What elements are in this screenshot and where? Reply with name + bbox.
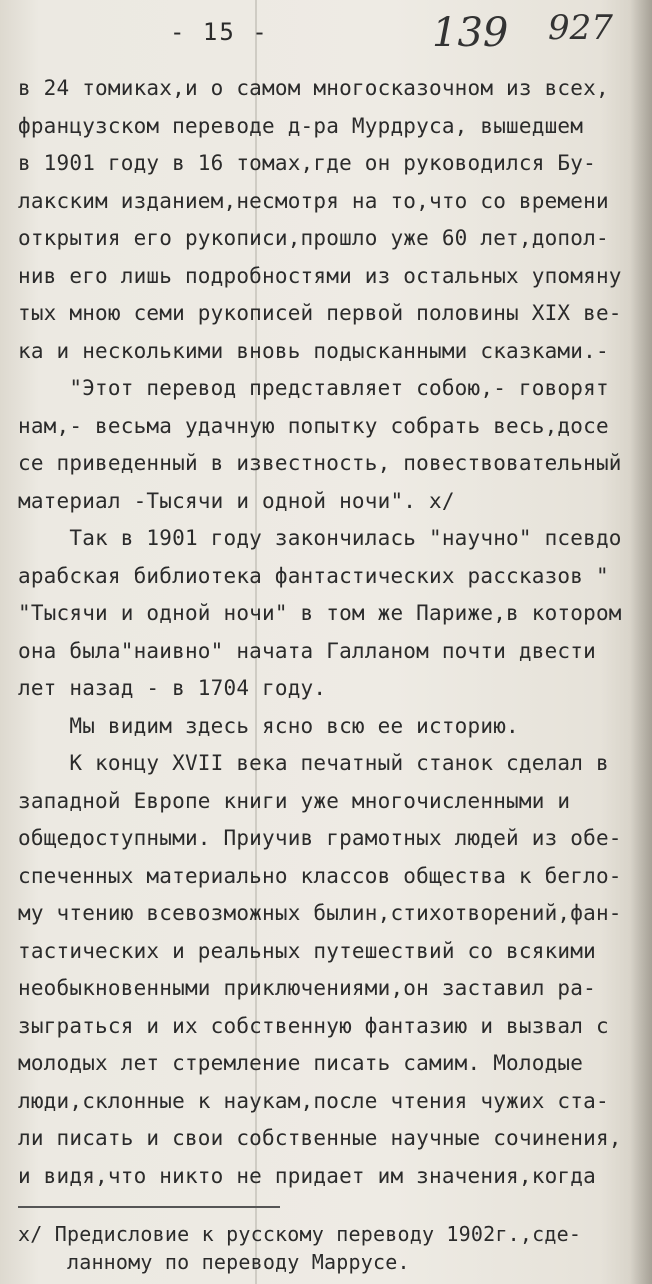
text-line: К концу XVII века печатный станок сделал в <box>18 751 609 775</box>
handwritten-number-left: 139 <box>432 10 509 56</box>
text-line: ка и несколькими вновь подысканными сказками.- <box>18 338 609 363</box>
handwritten-number-right: 927 <box>548 8 613 48</box>
text-line: открытия его рукописи,прошло уже 60 лет,допол- <box>18 226 609 250</box>
text-line: люди,склонные к наукам,после чтения чужих ста- <box>18 1088 609 1113</box>
page-edge-shadow <box>630 0 652 1284</box>
text-line: спеченных материально классов общества к бегло- <box>18 863 622 888</box>
text-line: общедоступными. Приучив грамотных людей из обе- <box>18 826 622 850</box>
text-line: арабская библиотека фантастических рассказов " <box>18 563 609 588</box>
text-line: тастических и реальных путешествий со всякими <box>18 938 596 963</box>
text-line: западной Европе книги уже многочисленными и <box>18 788 571 813</box>
footnote-separator <box>18 1206 280 1208</box>
text-line: материал -Тысячи и одной ночи". x/ <box>18 488 455 513</box>
text-line: молодых лет стремление писать самим. Молодые <box>18 1051 584 1075</box>
text-line: в 1901 году в 16 томах,где он руководился Бу- <box>18 151 596 175</box>
text-line: необыкновенными приключениями,он заставил ра- <box>18 976 596 1000</box>
text-line: ли писать и свои собственные научные сочинения, <box>18 1126 622 1150</box>
page-number: - 15 - <box>170 18 269 46</box>
text-line: Мы видим здесь ясно всю ее историю. <box>18 713 519 738</box>
text-line: зыграться и их собственную фантазию и вызвал с <box>18 1013 609 1038</box>
text-line: се приведенный в известность, повествовательный <box>18 451 622 475</box>
text-line: нив его лишь подробностями из остальных упомяну <box>18 263 622 288</box>
text-line: лет назад - в 1704 году. <box>18 676 327 700</box>
text-line: "Тысячи и одной ночи" в том же Париже,в котором <box>18 601 622 625</box>
text-line: в 24 томиках,и о самом многосказочном из всех, <box>18 76 609 100</box>
text-line: Так в 1901 году закончилась "научно" псевдо <box>18 526 622 550</box>
text-line: "Этот перевод представляет собою,- говорят <box>18 376 609 400</box>
text-line: му чтению всевозможных былин,стихотворений,фан- <box>18 901 622 925</box>
text-line: нам,- весьма удачную попытку собрать весь,досе <box>18 413 609 438</box>
footnote-line: x/ Предисловие к русскому переводу 1902г.,сде- <box>18 1222 582 1246</box>
text-line: и видя,что никто не придает им значения,когда <box>18 1163 596 1188</box>
text-line: лакским изданием,несмотря на то,что со времени <box>18 188 609 213</box>
text-line: тых мною семи рукописей первой половины XIX ве- <box>18 301 622 325</box>
text-line: французском переводе д-ра Мурдруса, вышедшем <box>18 113 584 138</box>
text-line: она была"наивно" начата Галланом почти двести <box>18 638 596 663</box>
footnote-line: ланному по переводу Маррусе. <box>18 1250 410 1274</box>
